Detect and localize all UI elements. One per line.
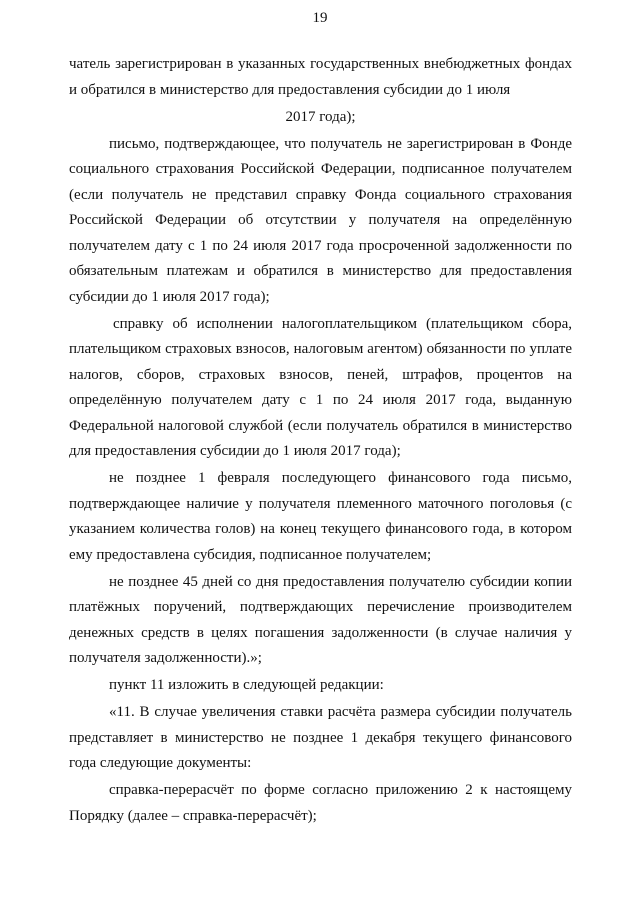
document-body [69, 52, 572, 831]
paragraph-2: 2017 года); [285, 108, 356, 125]
paragraph-7: пункт 11 изложить в следующей редакции: [109, 677, 384, 693]
paragraph-8: «11. В случае увеличения ставки расчёта размера субсидии получатель представляет в министерство не позднее 1 декабря текущего финансового года следующие документы: [69, 704, 572, 771]
paragraph-3: письмо, подтверждающее, что получатель не зарегистрирован в Фонде социального страхования Российской Федерации, подписанное получателем (если получатель не представил справку Фонда социального страхования Российской Федерации об отсутствии у получателя на определённую получателем дату с 1 по 24 июля 2017 года просроченной задолженности по обязательным платежам и обратился в министерство для предоставления субсидии до 1 июля 2017 года); [69, 135, 572, 305]
paragraph-6: не позднее 45 дней со дня предоставления получателю субсидии копии платёжных поручений, подтверждающих перечисление производителем денежных средств в целях погашения задолженности (в случае наличия у получателя задолженности).»; [69, 573, 572, 666]
paragraph-4: справку об исполнении налогоплательщиком (плательщиком сбора, плательщиком страховых взносов, налоговым агентом) обязанности по уплате налогов, сборов, страховых взносов, пеней, штрафов, процентов на определённую получателем дату с 1 по 24 июля 2017 года, выданную Федеральной налоговой службой (если получатель обратился в министерство для предоставления субсидии до 1 июля 2017 года); [69, 315, 572, 459]
paragraph-1: чатель зарегистрирован в указанных государственных внебюджетных фондах и обратился в министерство для предоставления субсидии до 1 июля [69, 56, 572, 98]
paragraph-9: справка-перерасчёт по форме согласно приложению 2 к настоящему Порядку (далее – справка-перерасчёт); [69, 782, 572, 824]
page-number: 19 [312, 10, 328, 26]
paragraph-5: не позднее 1 февраля последующего финансового года письмо, подтверждающее наличие у получателя племенного маточного поголовья (с указанием количества голов) на конец текущего финансового года, в котором ему предоставлена субсидия, подписанное получателем; [69, 470, 572, 563]
